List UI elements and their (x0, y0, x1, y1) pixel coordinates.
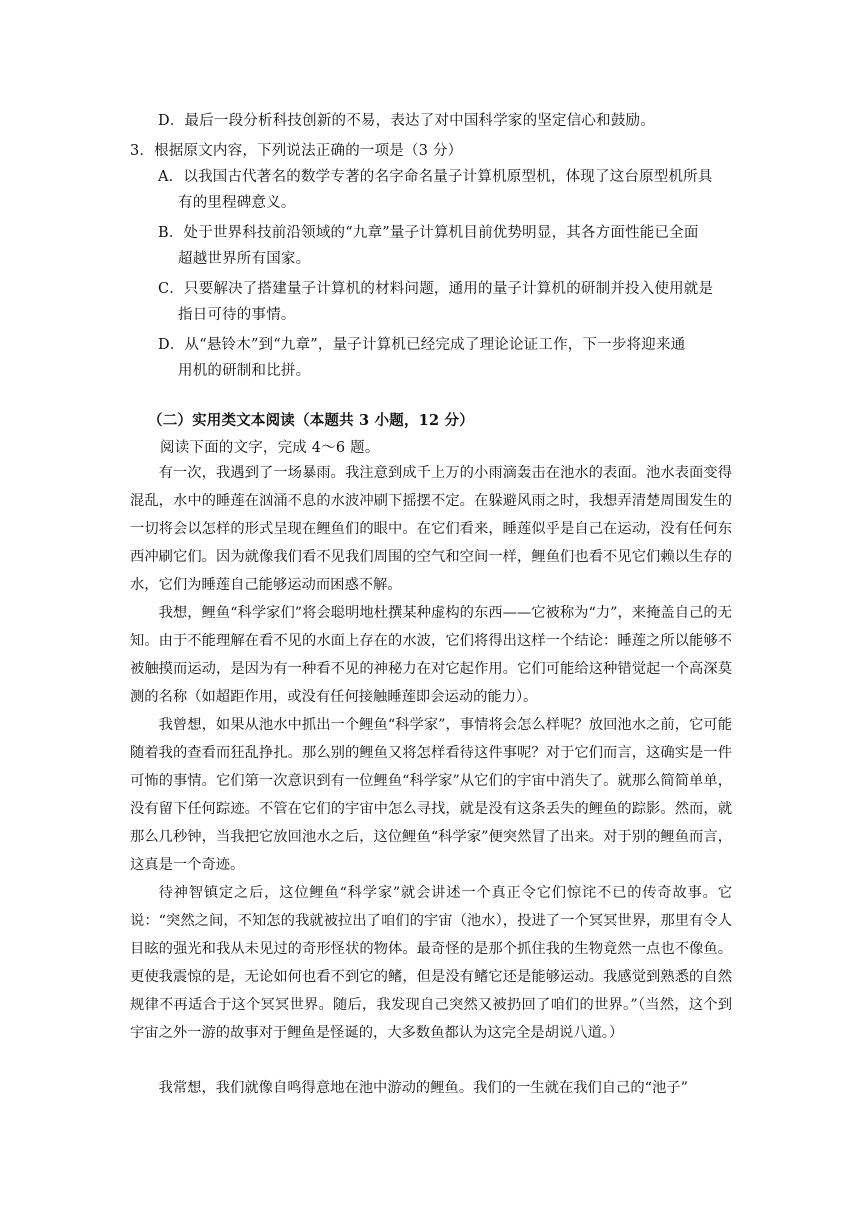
passage-paragraph: 有一次，我遇到了一场暴雨。我注意到成千上万的小雨滴轰击在池水的表面。池水表面变得混乱，水中的睡莲在汹涌不息的水波冲刷下摇摆不定。在躲避风雨之时，我想弄清楚周围发生的一切将会以怎样的形式呈现在鲤鱼们的眼中。在它们看来，睡莲似乎是自己在运动，没有任何东西冲刷它们。因为就像我们看不见我们周围的空气和空间一样，鲤鱼们也看不见它们赖以生存的水，它们为睡莲自己能够运动而困惑不解。 (130, 465, 732, 593)
reading-instruction: 阅读下面的文字，完成 4～6 题。 (160, 440, 380, 456)
passage-paragraph: 我常想，我们就像自鸣得意地在池中游动的鲤鱼。我们的一生就在我们自己的“池子” (158, 1080, 688, 1096)
passage-paragraph: 我曾想，如果从池水中抓出一个鲤鱼“科学家”，事情将会怎么样呢？放回池水之前，它可能随着我的查看而狂乱挣扎。那么别的鲤鱼又将怎样看待这件事呢？对于它们而言，这确实是一件可怖的事情。它们第一次意识到有一位鲤鱼“科学家”从它们的宇宙中消失了。就那么简简单单，没有留下任何踪迹。不管在它们的宇宙中怎么寻找，就是没有这条丢失的鲤鱼的踪影。然而，就那么几秒钟，当我把它放回池水之后，这位鲤鱼“科学家”便突然冒了出来。对于别的鲤鱼而言，这真是一个奇迹。 (130, 717, 732, 873)
passage-paragraph: 待神智镇定之后，这位鲤鱼“科学家”就会讲述一个真正令它们惊诧不已的传奇故事。它说：“突然之间，不知怎的我就被拉出了咱们的宇宙（池水），投进了一个冥冥世界，那里有令人目眩的强光和我从未见过的奇形怪状的物体。最奇怪的是那个抓住我的生物竟然一点也不像鱼。更使我震惊的是，无论如何也看不到它的鳍，但是没有鳍它还是能够运动。我感觉到熟悉的自然规律不再适合于这个冥冥世界。随后，我发现自己突然又被扔回了咱们的世界。”（当然，这个到宇宙之外一游的故事对于鲤鱼是怪诞的，大多数鱼都认为这完全是胡说八道。） (130, 885, 732, 1041)
passage-paragraph: 我想，鲤鱼“科学家们”将会聪明地杜撰某种虚构的东西——它被称为“力”，来掩盖自己的无知。由于不能理解在看不见的水面上存在的水波，它们将得出这样一个结论：睡莲之所以能够不被触摸而运动，是因为有一种看不见的神秘力在对它起作用。它们可能给这种错觉起一个高深莫测的名称（如超距作用，或没有任何接触睡莲即会运动的能力）。 (130, 605, 732, 705)
q3-option-d: D．从“悬铃木”到“九章”，量子计算机已经完成了理论论证工作，下一步将迎来通 (158, 337, 686, 353)
q3-option-c: C．只要解决了搭建量子计算机的材料问题，通用的量子计算机的研制并投入使用就是 (158, 281, 714, 297)
q2-option-d: D．最后一段分析科技创新的不易，表达了对中国科学家的坚定信心和鼓励。 (158, 113, 655, 129)
question-3-stem: 3．根据原文内容，下列说法正确的一项是（3 分） (130, 143, 463, 159)
q3-option-a: A．以我国古代著名的数学专著的名字命名量子计算机原型机，体现了这台原型机所具 (158, 169, 713, 185)
q3-option-b: B．处于世界科技前沿领域的“九章”量子计算机目前优势明显，其各方面性能已全面 (158, 225, 699, 241)
q3-option-a-continued: 有的里程碑意义。 (178, 195, 296, 211)
section-heading: （二）实用类文本阅读（本题共 3 小题，12 分） (148, 412, 474, 429)
q3-option-c-continued: 指日可待的事情。 (178, 307, 296, 323)
q3-option-d-continued: 用机的研制和比拼。 (178, 363, 311, 379)
q3-option-b-continued: 超越世界所有国家。 (178, 251, 311, 267)
